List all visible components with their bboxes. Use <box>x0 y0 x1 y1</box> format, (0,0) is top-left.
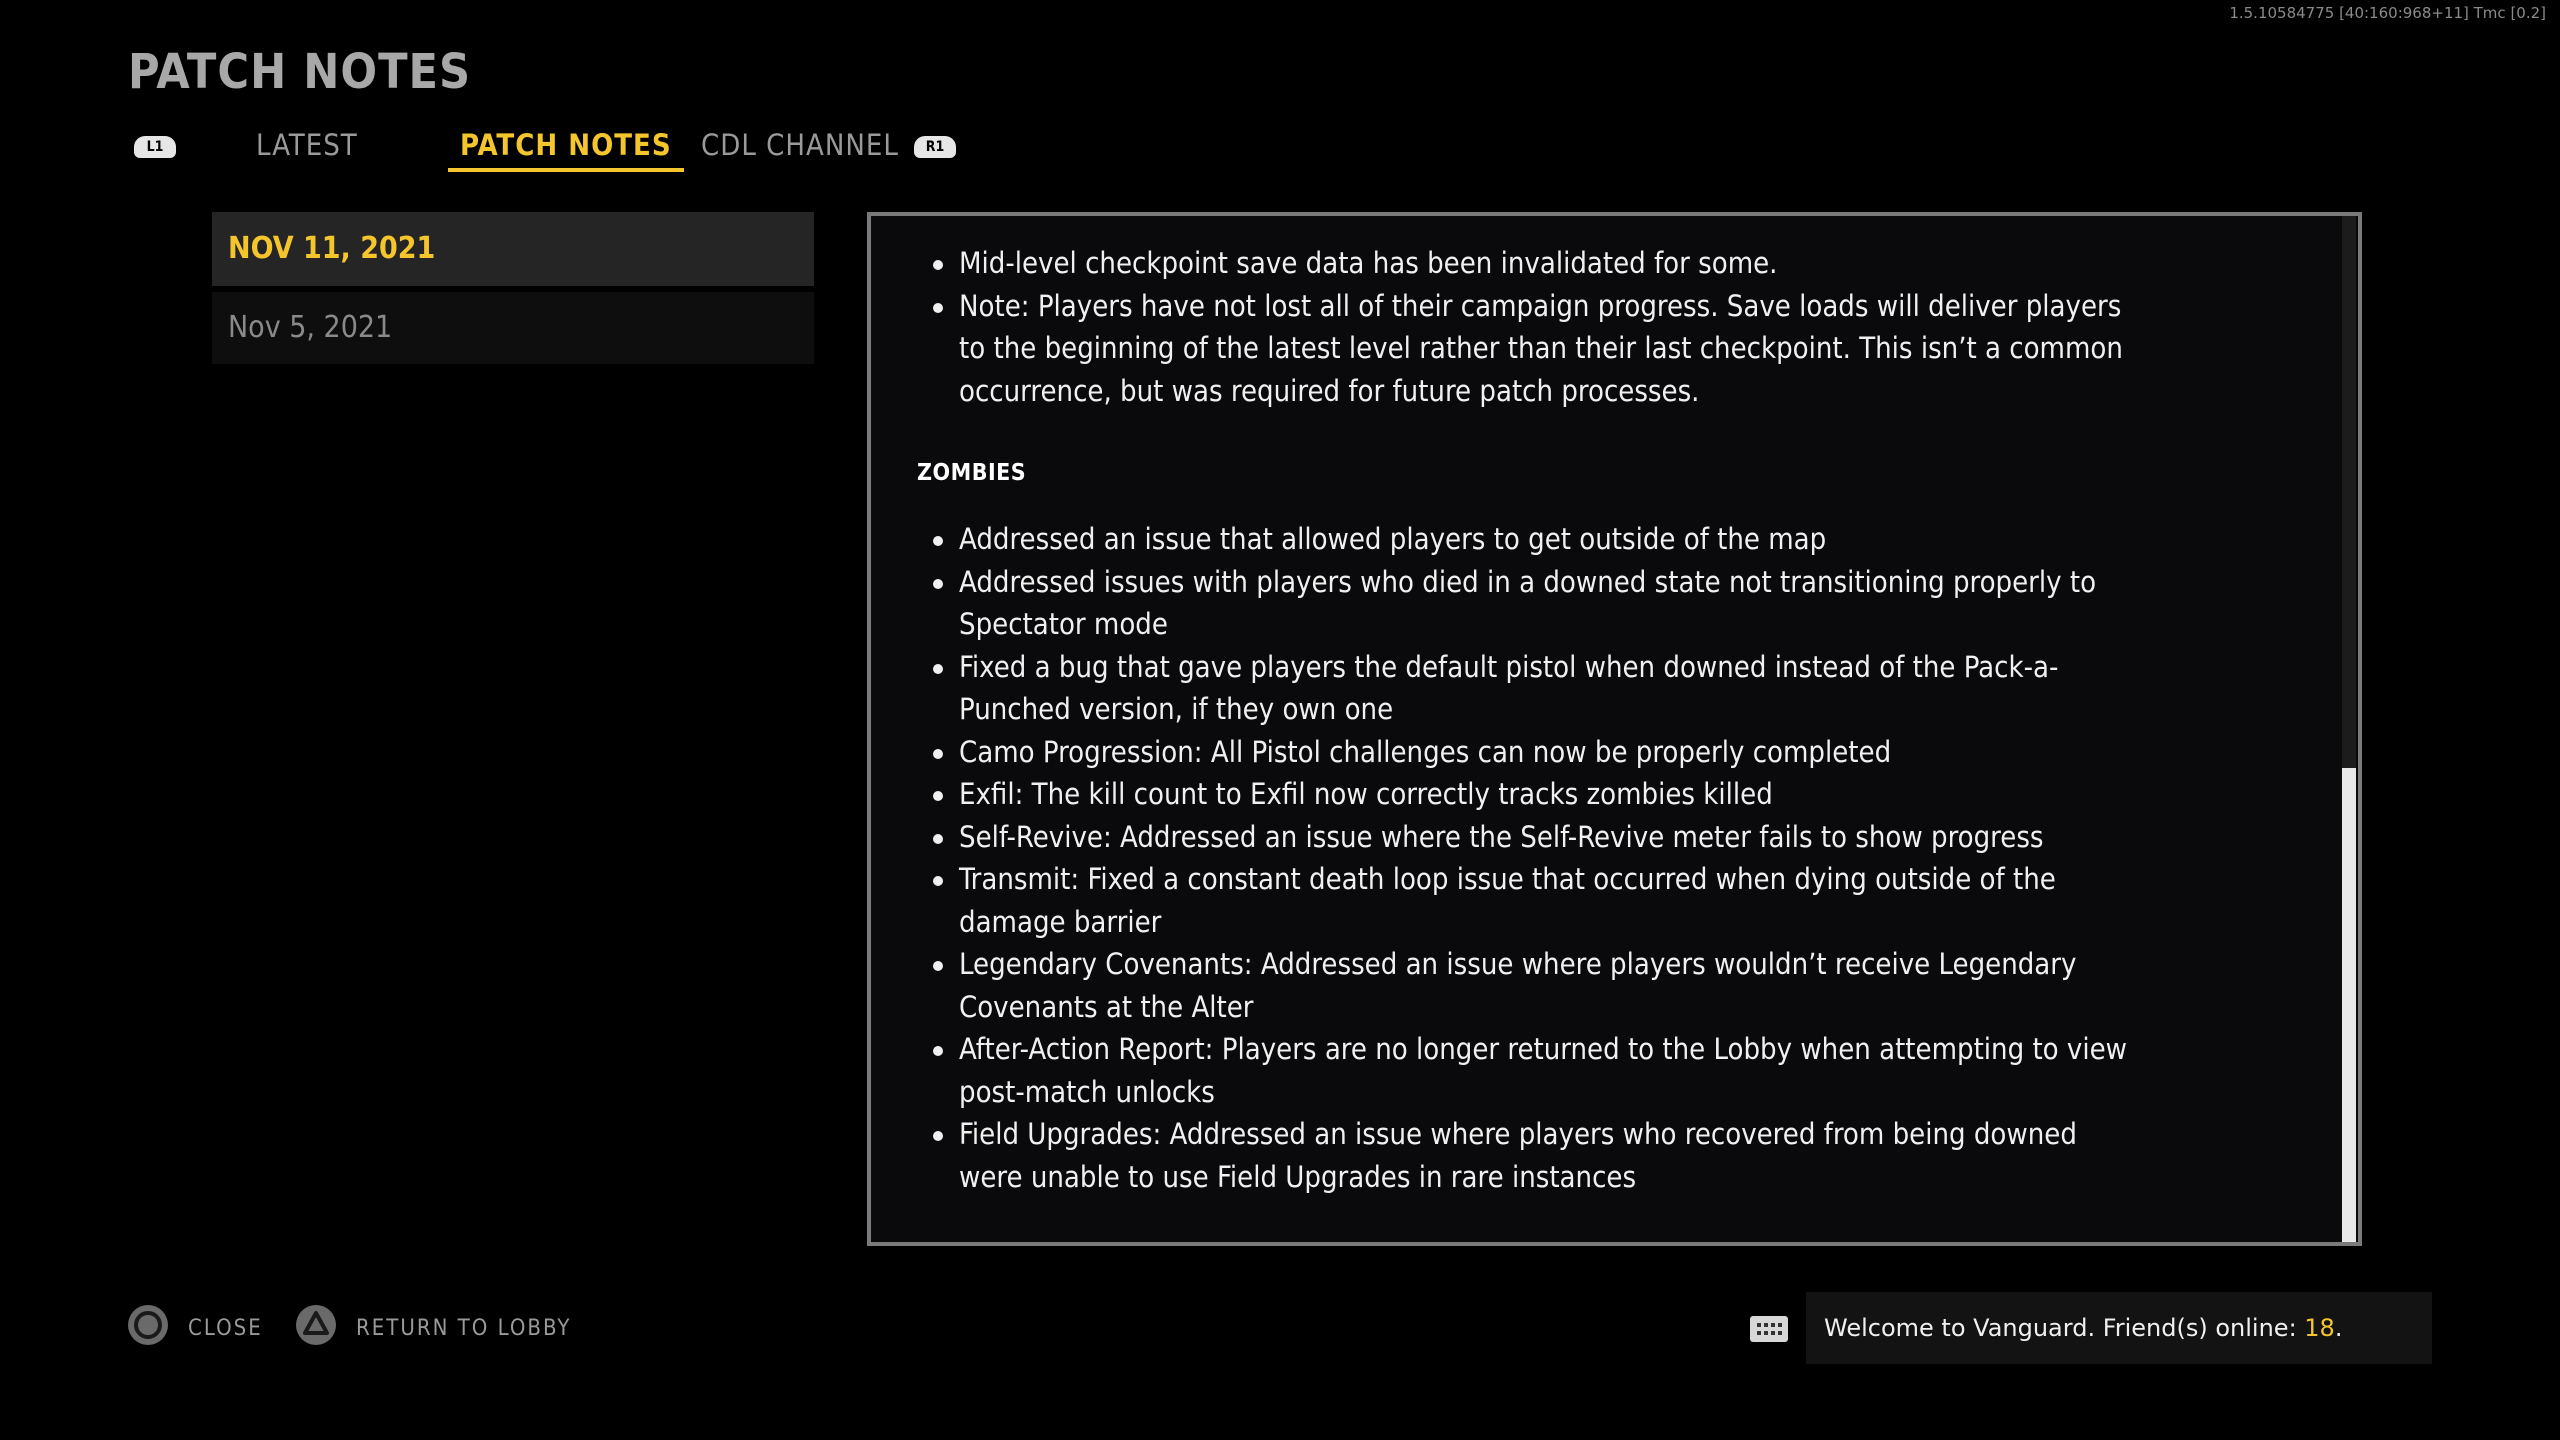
tab-cdl-channel[interactable]: CDL CHANNEL <box>701 128 899 162</box>
list-item: Self-Revive: Addressed an issue where the Self-Revive meter fails to show progress <box>959 816 2148 859</box>
circle-button-icon <box>126 1303 170 1353</box>
chat-message-text: Welcome to Vanguard. Friend(s) online: <box>1824 1314 2305 1342</box>
list-item: Transmit: Fixed a constant death loop issue that occurred when dying outside of the damage barrier <box>959 858 2148 943</box>
list-item: Mid-level checkpoint save data has been invalidated for some. <box>959 242 2148 285</box>
zombies-notes-list <box>917 518 2148 1198</box>
return-to-lobby-button[interactable] <box>294 1306 571 1350</box>
list-item: Fixed a bug that gave players the default pistol when downed instead of the Pack-a-Punched version, if they own one <box>959 646 2148 731</box>
l1-bumper-icon[interactable]: L1 <box>134 136 176 158</box>
tab-patch-notes[interactable]: PATCH NOTES <box>448 128 684 172</box>
close-button[interactable] <box>126 1306 263 1350</box>
patch-notes-content <box>917 242 2148 1198</box>
scrollbar-thumb[interactable] <box>2342 768 2356 1246</box>
list-item: Field Upgrades: Addressed an issue where players who recovered from being downed were unable to use Field Upgrades in rare instances <box>959 1113 2148 1198</box>
zombies-heading: ZOMBIES <box>917 460 1027 486</box>
patch-date-list <box>212 212 814 370</box>
close-label: CLOSE <box>188 1315 263 1341</box>
r1-bumper-icon[interactable]: R1 <box>914 136 956 158</box>
chat-message-suffix: . <box>2334 1314 2343 1342</box>
list-item: After-Action Report: Players are no longer returned to the Lobby when attempting to view post-match unlocks <box>959 1028 2148 1113</box>
version-string: 1.5.10584775 [40:160:968+11] Tmc [0.2] <box>2229 4 2546 22</box>
date-item-nov-5[interactable]: Nov 5, 2021 <box>212 292 814 364</box>
return-to-lobby-label: RETURN TO LOBBY <box>356 1315 572 1341</box>
list-item: Exfil: The kill count to Exfil now correctly tracks zombies killed <box>959 773 2148 816</box>
list-item: Addressed an issue that allowed players to get outside of the map <box>959 518 2148 561</box>
tab-latest[interactable]: LATEST <box>256 128 358 162</box>
list-item: Legendary Covenants: Addressed an issue where players wouldn’t receive Legendary Covenants at the Alter <box>959 943 2148 1028</box>
list-item: Note: Players have not lost all of their campaign progress. Save loads will deliver players to the beginning of the latest level rather than their last checkpoint. This isn’t a common occurrence, but was required for future patch processes. <box>959 285 2148 413</box>
patch-notes-panel[interactable] <box>867 212 2362 1246</box>
campaign-notes-list <box>917 242 2148 412</box>
list-item: Addressed issues with players who died in a downed state not transitioning properly to Spectator mode <box>959 561 2148 646</box>
keyboard-icon[interactable] <box>1750 1316 1788 1342</box>
triangle-button-icon <box>294 1303 338 1353</box>
date-item-nov-11[interactable]: NOV 11, 2021 <box>212 212 814 286</box>
page-title: PATCH NOTES <box>128 44 472 100</box>
friends-online-count: 18 <box>2304 1314 2335 1342</box>
list-item: Camo Progression: All Pistol challenges can now be properly completed <box>959 731 2148 774</box>
chat-message-box[interactable] <box>1806 1292 2432 1364</box>
